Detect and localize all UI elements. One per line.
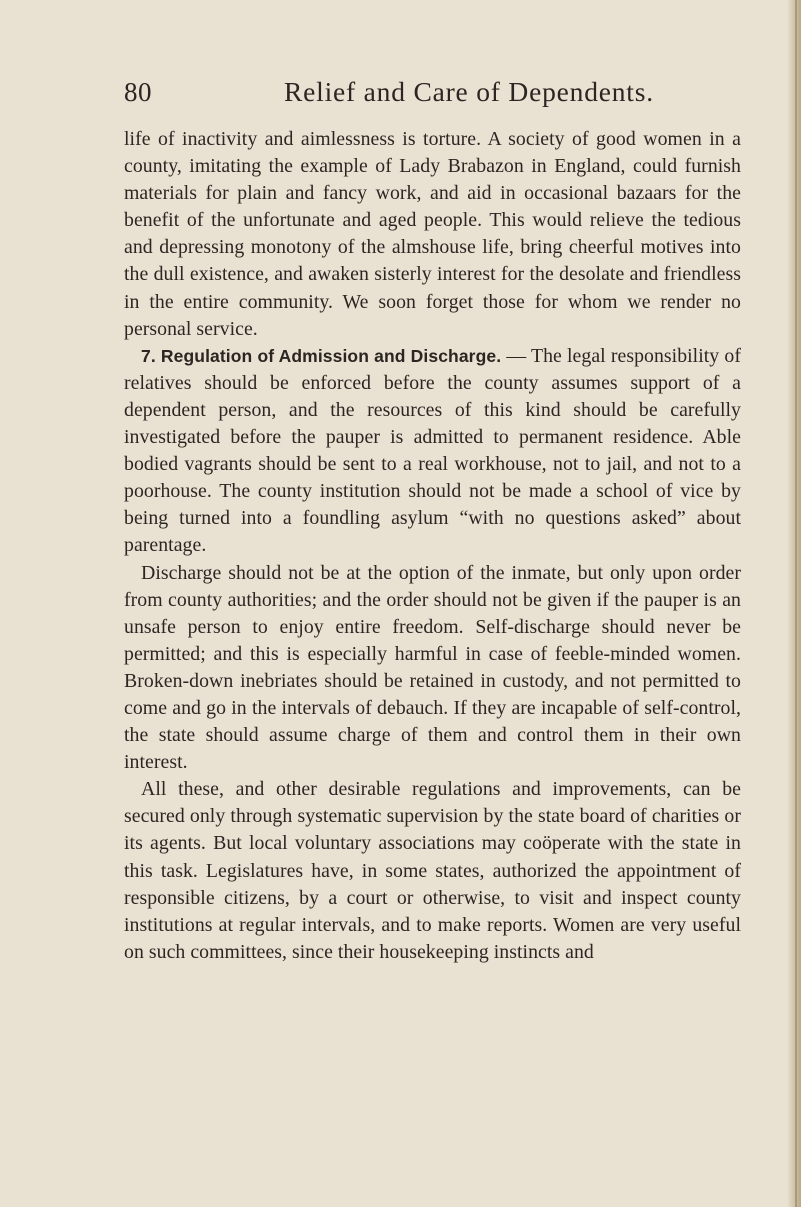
paragraph-section-7 [124,343,741,560]
paragraph-continuation: life of inactivity and aimlessness is torture. A society of good women in a county, imitating the example of Lady Brabazon in England, could furnish materials for plain and fancy work, and aid in occasional bazaars for the benefit of the unfortunate and aged people. This would relieve the tedious and depressing monotony of the almshouse life, bring cheerful motives into the dull existence, and awaken sisterly interest for the desolate and friendless in the entire community. We soon forget those for whom we render no personal service. [124,128,741,340]
page-number: 80 [124,77,152,107]
page-header [0,72,801,112]
page-edge-line [795,0,797,1207]
section-heading: 7. Regulation of Admission and Discharge. [141,345,502,366]
paragraph-regulations: All these, and other desirable regulations and improvements, can be secured only through systematic supervision by the state board of charities or its agents. But local voluntary associations may coöperate with the state in this task. Legislatures have, in some states, authorized the appointment of responsible citizens, by a court or otherwise, to visit and inspect county institutions at regular intervals, and to make reports. Women are very useful on such committees, since their housekeeping instincts and [124,778,741,963]
running-title: Relief and Care of Dependents. [284,76,654,107]
page-edge-shadow [787,0,801,1207]
section-7-text: — The legal responsibility of relatives should be enforced before the county assumes support of a dependent person, and the resources of this kind should be carefully investigated before the pauper is admitted to permanent residence. Able bodied vagrants should be sent to a real workhouse, not to jail, and not to a poorhouse. The county institution should not be made a school of vice by being turned into a foundling asylum “with no questions asked” about parentage. [124,344,741,557]
body-text [124,126,741,966]
paragraph-discharge: Discharge should not be at the option of the inmate, but only upon order from county authorities; and the order should not be given if the pauper is an unsafe person to enjoy entire freedom. Self-discharge should never be permitted; and this is especially harmful in case of feeble-minded women. Broken-down inebriates should be retained in custody, and not permitted to come and go in the intervals of debauch. If they are incapable of self-control, the state should assume charge of them and control them in their own interest. [124,561,741,774]
